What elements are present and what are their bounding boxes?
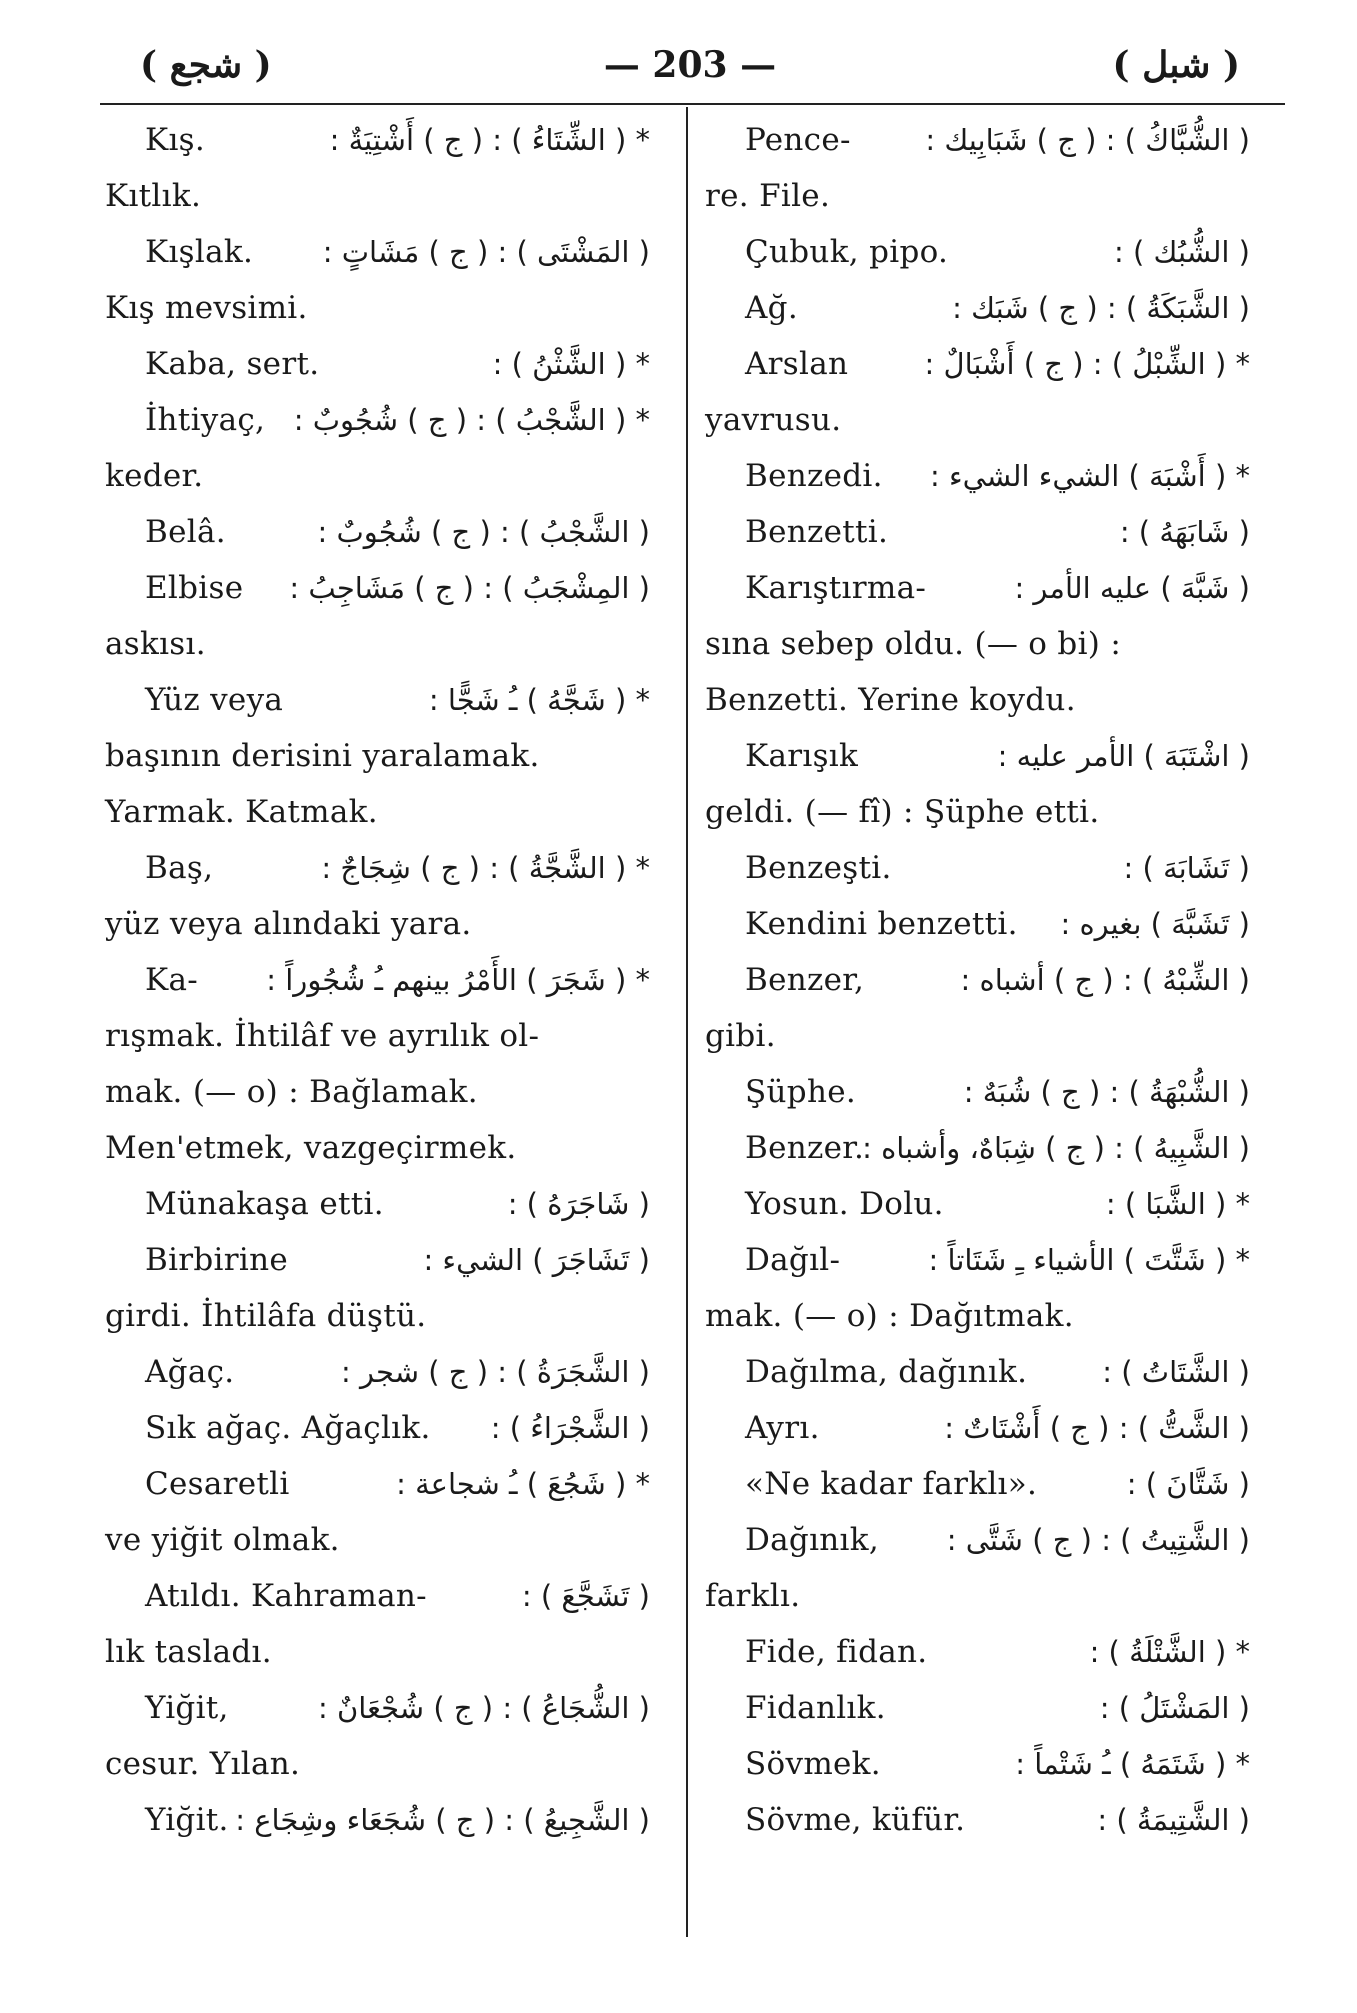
arabic-headword: * ( الشَّثْنُ ) : — [492, 347, 650, 381]
turkish-definition: Benzeşti. — [745, 850, 892, 886]
turkish-definition: Kış mevsimi. — [105, 290, 308, 326]
dictionary-entry-line — [705, 1344, 1250, 1400]
arabic-headword: ( الشِّبْهُ ) : ( ج ) أشباه : — [960, 963, 1250, 997]
turkish-definition: Benzetti. — [745, 514, 889, 550]
arabic-headword: ( الشَّجْبُ ) : ( ج ) شُجُوبٌ : — [317, 515, 650, 549]
arabic-headword: ( المَشْتَى ) : ( ج ) مَشَاتٍ : — [322, 235, 650, 269]
turkish-definition: Belâ. — [145, 514, 226, 550]
dictionary-entry-line — [705, 840, 1250, 896]
continuation-line — [105, 280, 650, 336]
continuation-line — [105, 784, 650, 840]
dictionary-entry-line — [705, 448, 1250, 504]
dictionary-entry-line — [105, 840, 650, 896]
turkish-definition: mak. (— o) : Bağlamak. — [105, 1074, 478, 1110]
continuation-line — [705, 1288, 1250, 1344]
turkish-definition: Yosun. Dolu. — [745, 1186, 944, 1222]
column-divider — [686, 107, 688, 1937]
dictionary-entry-line — [705, 728, 1250, 784]
turkish-definition: askısı. — [105, 626, 206, 662]
continuation-line — [105, 1736, 650, 1792]
dictionary-entry-line — [105, 1568, 650, 1624]
dictionary-entry-line — [705, 1400, 1250, 1456]
turkish-definition: Dağıl- — [745, 1242, 841, 1278]
arabic-headword: ( تَشَبَّهَ ) بغيره : — [1060, 907, 1250, 941]
turkish-definition: Ağaç. — [145, 1354, 235, 1390]
page-number: — 203 — — [603, 44, 777, 86]
arabic-headword: * ( أَشْبَهَ ) الشيء الشيء : — [929, 459, 1250, 493]
turkish-definition: Yarmak. Katmak. — [105, 794, 378, 830]
turkish-definition: Ayrı. — [745, 1410, 820, 1446]
dictionary-entry-line — [105, 336, 650, 392]
arabic-headword: * ( الشَّتْلَةُ ) : — [1089, 1635, 1250, 1669]
turkish-definition: Dağılma, dağınık. — [745, 1354, 1028, 1390]
turkish-definition: Benzetti. Yerine koydu. — [705, 682, 1076, 718]
dictionary-entry-line — [105, 504, 650, 560]
dictionary-entry-line — [105, 1176, 650, 1232]
turkish-definition: keder. — [105, 458, 204, 494]
dictionary-entry-line — [105, 224, 650, 280]
arabic-headword: ( تَشَابَهَ ) : — [1123, 851, 1250, 885]
arabic-headword: ( اشْتَبَهَ ) الأمر عليه : — [997, 739, 1250, 773]
turkish-definition: farklı. — [705, 1578, 801, 1614]
turkish-definition: geldi. (— fî) : Şüphe etti. — [705, 794, 1100, 830]
dictionary-entry-line — [705, 1624, 1250, 1680]
continuation-line — [105, 1120, 650, 1176]
arabic-headword: ( المَشْتَلُ ) : — [1099, 1691, 1250, 1725]
turkish-definition: Sık ağaç. Ağaçlık. — [145, 1410, 431, 1446]
dictionary-entry-line — [105, 672, 650, 728]
arabic-headword: ( الشَّتُّ ) : ( ج ) أَشْتَاتٌ : — [944, 1411, 1250, 1445]
arabic-headword: ( شَاجَرَهُ ) : — [507, 1187, 650, 1221]
right-column — [705, 112, 1250, 1848]
turkish-definition: Sövme, küfür. — [745, 1802, 966, 1838]
arabic-headword: * ( الشَّجَّةُ ) : ( ج ) شِجَاجٌ : — [321, 851, 650, 885]
arabic-headword: ( الشُّبْهَةُ ) : ( ج ) شُبَهٌ : — [963, 1075, 1250, 1109]
arabic-headword: ( الشَّبِيهُ ) : ( ج ) شِبَاهٌ، وأشباه : — [862, 1131, 1250, 1165]
arabic-headword: ( شَبَّهَ ) عليه الأمر : — [1014, 571, 1250, 605]
dictionary-entry-line — [105, 952, 650, 1008]
arabic-headword: ( المِشْجَبُ ) : ( ج ) مَشَاجِبُ : — [289, 571, 650, 605]
arabic-headword: * ( الشِّتَاءُ ) : ( ج ) أَشْتِيَةٌ : — [329, 123, 650, 157]
turkish-definition: Kıtlık. — [105, 178, 202, 214]
turkish-definition: Karışık — [745, 738, 859, 774]
dictionary-entry-line — [705, 896, 1250, 952]
dictionary-entry-line — [705, 952, 1250, 1008]
turkish-definition: Dağınık, — [745, 1522, 880, 1558]
continuation-line — [105, 1288, 650, 1344]
turkish-definition: Yiğit, — [145, 1690, 229, 1726]
arabic-headword: ( الشَّبَكَةُ ) : ( ج ) شَبَك : — [952, 291, 1250, 325]
arabic-headword: * ( شَتَمَهُ ) ـُ شَتْماً : — [1015, 1747, 1250, 1781]
turkish-definition: Elbise — [145, 570, 244, 606]
dictionary-entry-line — [105, 392, 650, 448]
arabic-headword: ( الشُّجَاعُ ) : ( ج ) شُجْعَانٌ : — [317, 1691, 650, 1725]
turkish-definition: ve yiğit olmak. — [105, 1522, 340, 1558]
turkish-definition: Birbirine — [145, 1242, 289, 1278]
arabic-headword: * ( شَجُعَ ) ـُ شجاعة : — [396, 1467, 650, 1501]
turkish-definition: Benzer, — [745, 962, 865, 998]
arabic-headword: ( الشَّجَرَةُ ) : ( ج ) شجر : — [341, 1355, 650, 1389]
continuation-line — [105, 1064, 650, 1120]
turkish-definition: cesur. Yılan. — [105, 1746, 301, 1782]
arabic-headword: * ( شَجَّهُ ) ـُ شَجًّا : — [428, 683, 650, 717]
turkish-definition: yavrusu. — [705, 402, 842, 438]
continuation-line — [705, 784, 1250, 840]
arabic-headword: * ( شَجَرَ ) الأَمْرُ بينهم ـُ شُجُوراً : — [266, 963, 650, 997]
turkish-definition: Atıldı. Kahraman- — [145, 1578, 427, 1614]
arabic-headword: ( تَشَجَّعَ ) : — [521, 1579, 650, 1613]
dictionary-entry-line — [705, 1456, 1250, 1512]
arabic-headword: ( الشَّجْرَاءُ ) : — [490, 1411, 650, 1445]
dictionary-entry-line — [705, 1232, 1250, 1288]
turkish-definition: Fide, fidan. — [745, 1634, 928, 1670]
turkish-definition: Fidanlık. — [745, 1690, 886, 1726]
turkish-definition: Baş, — [145, 850, 214, 886]
turkish-definition: Şüphe. — [745, 1074, 857, 1110]
dictionary-entry-line — [105, 1232, 650, 1288]
continuation-line — [705, 1008, 1250, 1064]
dictionary-entry-line — [705, 504, 1250, 560]
continuation-line — [705, 168, 1250, 224]
arabic-headword: ( الشُّبَّاكُ ) : ( ج ) شَبَابِيك : — [925, 123, 1250, 157]
arabic-headword: ( شَتَّانَ ) : — [1126, 1467, 1250, 1501]
turkish-definition: Kaba, sert. — [145, 346, 320, 382]
arabic-headword: ( الشَّتَاتُ ) : — [1102, 1355, 1250, 1389]
dictionary-entry-line — [705, 560, 1250, 616]
arabic-headword: * ( الشَّجْبُ ) : ( ج ) شُجُوبٌ : — [293, 403, 650, 437]
dictionary-entry-line — [105, 1400, 650, 1456]
dictionary-entry-line — [705, 1736, 1250, 1792]
dictionary-entry-line — [705, 1680, 1250, 1736]
dictionary-entry-line — [705, 336, 1250, 392]
turkish-definition: re. File. — [705, 178, 831, 214]
dictionary-entry-line — [105, 560, 650, 616]
arabic-headword: ( تَشَاجَرَ ) الشيء : — [423, 1243, 650, 1277]
arabic-headword: ( الشَّجِيعُ ) : ( ج ) شُجَعَاء وشِجَاع : — [235, 1803, 650, 1837]
continuation-line — [705, 1568, 1250, 1624]
turkish-definition: Arslan — [745, 346, 849, 382]
turkish-definition: Karıştırma- — [745, 570, 927, 606]
dictionary-entry-line — [705, 224, 1250, 280]
continuation-line — [705, 672, 1250, 728]
arabic-headword: ( الشُّبُك ) : — [1113, 235, 1250, 269]
dictionary-entry-line — [105, 1792, 650, 1848]
turkish-definition: «Ne kadar farklı». — [745, 1466, 1038, 1502]
turkish-definition: sına sebep oldu. (— o bi) : — [705, 626, 1122, 662]
continuation-line — [105, 1512, 650, 1568]
header-right-guide-word: ( شبل ) — [1112, 44, 1240, 86]
dictionary-entry-line — [705, 1064, 1250, 1120]
turkish-definition: Kendini benzetti. — [745, 906, 1018, 942]
turkish-definition: girdi. İhtilâfa düştü. — [105, 1298, 427, 1334]
turkish-definition: başının derisini yaralamak. — [105, 738, 540, 774]
turkish-definition: mak. (— o) : Dağıtmak. — [705, 1298, 1074, 1334]
turkish-definition: Pence- — [745, 122, 851, 158]
arabic-headword: * ( شَتَّتَ ) الأشياء ـِ شَتَاتاً : — [928, 1243, 1250, 1277]
dictionary-entry-line — [105, 1344, 650, 1400]
turkish-definition: İhtiyaç, — [145, 402, 266, 438]
continuation-line — [105, 896, 650, 952]
continuation-line — [105, 728, 650, 784]
turkish-definition: Sövmek. — [745, 1746, 881, 1782]
dictionary-entry-line — [705, 1512, 1250, 1568]
turkish-definition: Benzer. — [745, 1130, 865, 1166]
turkish-definition: Çubuk, pipo. — [745, 234, 949, 270]
turkish-definition: Ka- — [145, 962, 199, 998]
turkish-definition: Münakaşa etti. — [145, 1186, 384, 1222]
continuation-line — [105, 1008, 650, 1064]
arabic-headword: ( شَابَهَهُ ) : — [1119, 515, 1250, 549]
turkish-definition: Yüz veya — [145, 682, 284, 718]
dictionary-entry-line — [705, 280, 1250, 336]
header-left-guide-word: ( شجع ) — [140, 44, 272, 86]
page-header — [100, 40, 1280, 110]
arabic-headword: * ( الشَّبَا ) : — [1105, 1187, 1250, 1221]
dictionary-entry-line — [105, 1456, 650, 1512]
turkish-definition: Men'etmek, vazgeçirmek. — [105, 1130, 517, 1166]
left-column — [105, 112, 650, 1848]
continuation-line — [705, 616, 1250, 672]
arabic-headword: ( الشَّتِيمَةُ ) : — [1097, 1803, 1250, 1837]
dictionary-entry-line — [705, 1792, 1250, 1848]
turkish-definition: rışmak. İhtilâf ve ayrılık ol- — [105, 1018, 540, 1054]
continuation-line — [105, 1624, 650, 1680]
turkish-definition: Kışlak. — [145, 234, 254, 270]
dictionary-entry-line — [705, 112, 1250, 168]
turkish-definition: Yiğit. — [145, 1802, 229, 1838]
continuation-line — [105, 616, 650, 672]
header-rule — [100, 103, 1285, 105]
continuation-line — [105, 168, 650, 224]
dictionary-entry-line — [105, 1680, 650, 1736]
turkish-definition: Ağ. — [745, 290, 798, 326]
arabic-headword: ( الشَّتِيتُ ) : ( ج ) شَتَّى : — [946, 1523, 1250, 1557]
continuation-line — [705, 392, 1250, 448]
dictionary-entry-line — [105, 112, 650, 168]
dictionary-entry-line — [705, 1120, 1250, 1176]
continuation-line — [105, 448, 650, 504]
dictionary-entry-line — [705, 1176, 1250, 1232]
turkish-definition: Benzedi. — [745, 458, 883, 494]
turkish-definition: gibi. — [705, 1018, 776, 1054]
turkish-definition: yüz veya alındaki yara. — [105, 906, 472, 942]
turkish-definition: Cesaretli — [145, 1466, 290, 1502]
turkish-definition: lık tasladı. — [105, 1634, 272, 1670]
arabic-headword: * ( الشِّبْلُ ) : ( ج ) أَشْبَالٌ : — [924, 347, 1250, 381]
turkish-definition: Kış. — [145, 122, 206, 158]
